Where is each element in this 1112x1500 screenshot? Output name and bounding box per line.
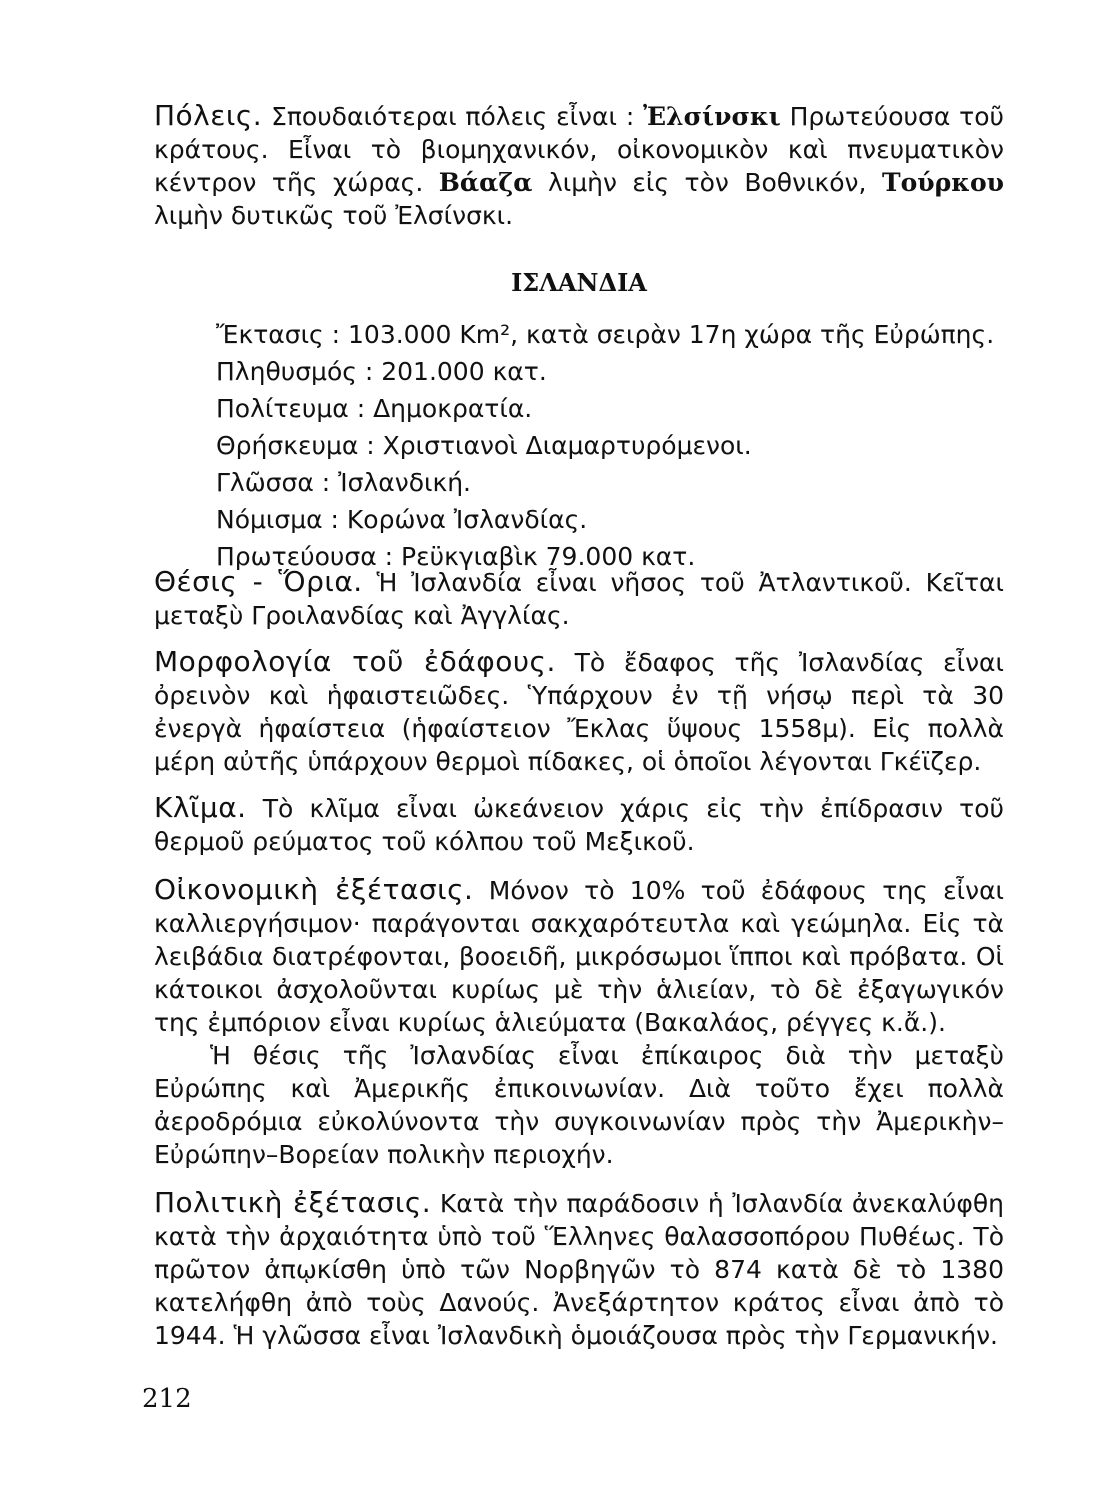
vaasa-bold: Βάαζα bbox=[438, 168, 533, 197]
oikonomiki-paragraph-2: Ἡ θέσις τῆς Ἰσλανδίας εἶναι ἐπίκαιρος διὰ τὴν μεταξὺ Εὐρώπης καὶ Ἀμερικῆς ἐπικοινωνίαν. Διὰ τοῦτο ἔχει πολλὰ ἀεροδρόμια εὐκολύνοντα τὴν συγκοινωνίαν πρὸς τὴν Ἀμερικὴν–Εὐρώπην–Βορείαν πολικὴν περιοχήν. bbox=[154, 1041, 1004, 1169]
poleis-text-1: Σπουδαιότεραι πόλεις εἶναι : bbox=[262, 102, 644, 131]
facts-list bbox=[216, 316, 994, 575]
poleis-text-4: λιμὴν δυτικῶς τοῦ Ἐλσίνσκι. bbox=[154, 201, 514, 230]
fact-population: Πληθυσμός : 201.000 κατ. bbox=[216, 357, 547, 386]
politiki-heading: Πολιτικὴ ἐξέτασις. bbox=[154, 1186, 432, 1219]
politiki-text: Κατὰ τὴν παράδοσιν ἡ Ἰσλανδία ἀνεκαλύφθη κατὰ τὴν ἀρχαιότητα ὑπὸ τοῦ Ἕλληνες θαλασσοπόρου Πυθέως. Τὸ πρῶτον ἀπῳκίσθη ὑπὸ τῶν Νορβηγῶν τὸ 874 κατὰ δὲ τὸ 1380 κατελήφθη ἀπὸ τοὺς Δανούς. Ἀνεξάρτητον κράτος εἶναι ἀπὸ τὸ 1944. Ἡ γλῶσσα εἶναι Ἰσλανδικὴ ὁμοιάζουσα πρὸς τὴν Γερμανικήν. bbox=[154, 1189, 1004, 1350]
poleis-heading: Πόλεις. bbox=[154, 99, 263, 132]
klima-paragraph bbox=[154, 791, 1004, 858]
turku-bold: Τούρκου bbox=[881, 168, 1004, 197]
klima-section bbox=[154, 791, 1004, 858]
poleis-section bbox=[154, 99, 1004, 232]
klima-heading: Κλῖμα. bbox=[154, 791, 247, 824]
helsinki-bold: Ἐλσίνσκι bbox=[643, 102, 781, 131]
poleis-text-3: λιμὴν εἰς τὸν Βοθνικόν, bbox=[532, 168, 882, 197]
oikonomiki-section bbox=[154, 873, 1004, 1171]
fact-language: Γλῶσσα : Ἰσλανδική. bbox=[216, 468, 472, 497]
morfologia-section bbox=[154, 645, 1004, 778]
poleis-text-2: Πρωτεύουσα τοῦ κράτους. Εἶναι τὸ βιομηχανικόν, οἰκονομικὸν καὶ πνευματικὸν κέντρον τῆς χώρας. bbox=[154, 102, 1004, 197]
morfologia-paragraph bbox=[154, 645, 1004, 778]
fact-area: Ἔκτασις : 103.000 Km², κατὰ σειρὰν 17η χώρα τῆς Εὐρώπης. bbox=[216, 320, 995, 349]
thesis-text: Ἡ Ἰσλανδία εἶναι νῆσος τοῦ Ἀτλαντικοῦ. Κεῖται μεταξὺ Γροιλανδίας καὶ Ἀγγλίας. bbox=[154, 568, 1004, 630]
thesis-heading: Θέσις - Ὅρια. bbox=[154, 565, 363, 598]
fact-religion: Θρήσκευμα : Χριστιανοὶ Διαμαρτυρόμενοι. bbox=[216, 431, 752, 460]
fact-currency: Νόμισμα : Κορώνα Ἰσλανδίας. bbox=[216, 505, 588, 534]
klima-text: Τὸ κλῖμα εἶναι ὠκεάνειον χάρις εἰς τὴν ἐπίδρασιν τοῦ θερμοῦ ρεύματος τοῦ κόλπου τοῦ Μεξικοῦ. bbox=[154, 794, 1004, 856]
oikonomiki-heading: Οἰκονομικὴ ἐξέτασις. bbox=[154, 873, 474, 906]
fact-capital: Πρωτεύουσα : Ρεϋκγιαβὶκ 79.000 κατ. bbox=[216, 542, 696, 571]
morfologia-text: Τὸ ἔδαφος τῆς Ἰσλανδίας εἶναι ὀρεινὸν καὶ ἡφαιστειῶδες. Ὑπάρχουν ἐν τῇ νήσῳ περὶ τὰ 30 ἐνεργὰ ἡφαίστεια (ἡφαίστειον Ἔκλας ὕψους 1558μ). Εἰς πολλὰ μέρη αὐτῆς ὑπάρχουν θερμοὶ πίδακες, οἱ ὁποῖοι λέγονται Γκέϊζερ. bbox=[154, 648, 1004, 776]
thesis-section bbox=[154, 565, 1004, 632]
oikonomiki-paragraph bbox=[154, 873, 1004, 1039]
thesis-paragraph bbox=[154, 565, 1004, 632]
fact-government: Πολίτευμα : Δημοκρατία. bbox=[216, 394, 533, 423]
politiki-paragraph bbox=[154, 1186, 1004, 1352]
page-number: 212 bbox=[142, 1384, 192, 1414]
politiki-section bbox=[154, 1186, 1004, 1352]
morfologia-heading: Μορφολογία τοῦ ἐδάφους. bbox=[154, 645, 556, 678]
poleis-paragraph bbox=[154, 99, 1004, 232]
country-title: ΙΣΛΑΝΔΙΑ bbox=[511, 268, 647, 297]
oikonomiki-text: Μόνον τὸ 10% τοῦ ἐδάφους της εἶναι καλλιεργήσιμον· παράγονται σακχαρότευτλα καὶ γεώμηλα. Εἰς τὰ λειβάδια διατρέφονται, βοοειδῆ, μικρόσωμοι ἵπποι καὶ πρόβατα. Οἱ κάτοικοι ἀσχολοῦνται κυρίως μὲ τὴν ἁλιείαν, τὸ δὲ ἐξαγωγικόν της ἐμπόριον εἶναι κυρίως ἁλιεύματα (Βακαλάος, ρέγγες κ.ἄ.). bbox=[154, 876, 1005, 1037]
